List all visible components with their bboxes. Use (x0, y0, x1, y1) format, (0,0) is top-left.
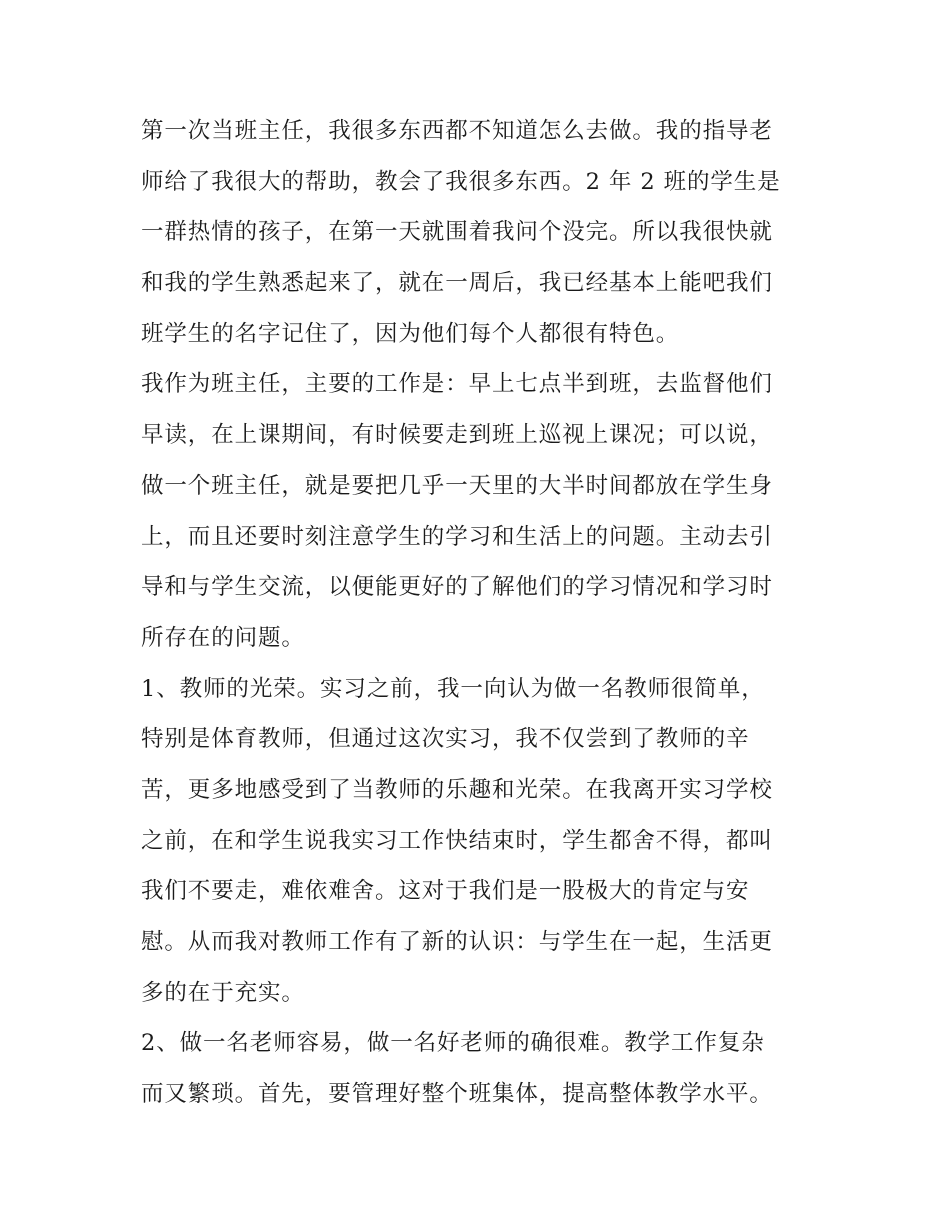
text-line: 所存在的问题。 (141, 624, 305, 651)
text-line: 做一个班主任，就是要把几乎一天里的大半时间都放在学生身 (141, 472, 773, 499)
paragraph-class-teacher-intro (141, 106, 817, 359)
text-line: 我们不要走，难依难舍。这对于我们是一股极大的肯定与安 (141, 878, 750, 905)
text-line: 苦，更多地感受到了当教师的乐趣和光荣。在我离开实习学校 (141, 776, 773, 803)
text-line: 师给了我很大的帮助，教会了我很多东西。2 年 2 班的学生是 (141, 168, 781, 195)
text-line: 和我的学生熟悉起来了，就在一周后，我已经基本上能吧我们 (141, 270, 773, 297)
text-line: 多的在于充实。 (141, 979, 305, 1006)
text-line: 班学生的名字记住了，因为他们每个人都很有特色。 (141, 320, 680, 347)
text-line: 导和与学生交流，以便能更好的了解他们的学习情况和学习时 (141, 574, 773, 601)
text-line: 慰。从而我对教师工作有了新的认识：与学生在一起，生活更 (141, 929, 773, 955)
text-line: 早读，在上课期间，有时候要走到班上巡视上课况；可以说， (141, 422, 773, 449)
paragraph-point-2 (141, 1018, 817, 1119)
text-line: 之前，在和学生说我实习工作快结束时，学生都舍不得，都叫 (141, 827, 773, 854)
text-line: 第一次当班主任，我很多东西都不知道怎么去做。我的指导老 (141, 118, 773, 144)
paragraph-main-duties (141, 359, 817, 663)
text-line: 而又繁琐。首先，要管理好整个班集体，提高整体教学水平。 (141, 1081, 773, 1108)
text-line: 1、教师的光荣。实习之前，我一向认为做一名教师很简单， (141, 675, 765, 702)
paragraph-point-1 (141, 664, 817, 1019)
text-line: 特别是体育教师，但通过这次实习，我不仅尝到了教师的辛 (141, 726, 750, 753)
document-page (141, 106, 817, 1120)
text-line: 上，而且还要时刻注意学生的学习和生活上的问题。主动去引 (141, 523, 773, 550)
text-line: 2、做一名老师容易，做一名好老师的确很难。教学工作复杂 (141, 1030, 765, 1057)
text-line: 我作为班主任，主要的工作是：早上七点半到班，去监督他们 (141, 371, 773, 398)
text-line: 一群热情的孩子，在第一天就围着我问个没完。所以我很快就 (141, 219, 773, 246)
